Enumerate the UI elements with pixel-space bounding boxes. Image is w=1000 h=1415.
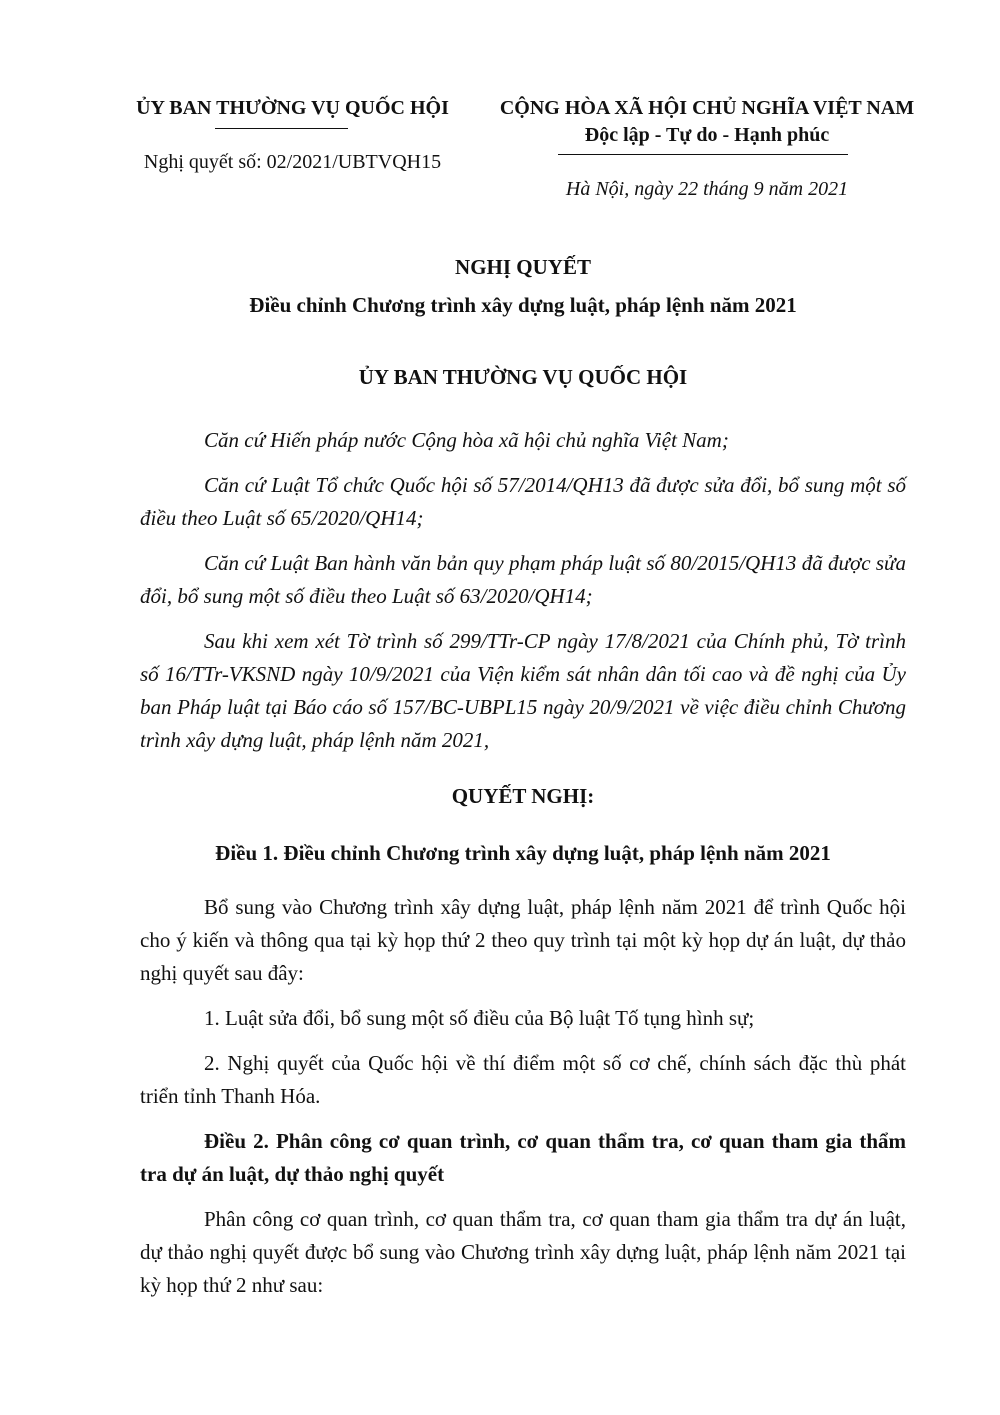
motto-underline xyxy=(558,154,848,155)
place-and-date: Hà Nội, ngày 22 tháng 9 năm 2021 xyxy=(565,178,849,200)
legal-bases xyxy=(140,424,906,757)
article-1-body xyxy=(140,891,906,1302)
legal-basis-item: Sau khi xem xét Tờ trình số 299/TTr-CP ngày 17/8/2021 của Chính phủ, Tờ trình số 16/TTr-VKSND ngày 10/9/2021 của Viện kiểm sát nhân dân tối cao và đề nghị của Ủy ban Pháp luật tại Báo cáo số 157/BC-UBPL15 ngày 20/9/2021 về việc điều chỉnh Chương trình xây dựng luật, pháp lệnh năm 2021, xyxy=(140,629,906,752)
issuing-agency: ỦY BAN THƯỜNG VỤ QUỐC HỘI xyxy=(136,97,449,119)
document-subject: Điều chỉnh Chương trình xây dựng luật, pháp lệnh năm 2021 xyxy=(249,293,797,317)
legal-basis-item: Căn cứ Hiến pháp nước Cộng hòa xã hội chủ nghĩa Việt Nam; xyxy=(204,428,729,452)
national-title: CỘNG HÒA XÃ HỘI CHỦ NGHĨA VIỆT NAM xyxy=(499,97,915,119)
document-type: NGHỊ QUYẾT xyxy=(455,255,591,279)
article-2-intro: Phân công cơ quan trình, cơ quan thẩm tra, cơ quan tham gia thẩm tra dự án luật, dự thảo nghị quyết được bổ sung vào Chương trình xây dựng luật, pháp lệnh năm 2021 tại kỳ họp thứ 2 như sau: xyxy=(140,1207,906,1297)
legal-basis-item: Căn cứ Luật Tổ chức Quốc hội số 57/2014/QH13 đã được sửa đổi, bổ sung một số điều theo Luật số 65/2020/QH14; xyxy=(140,473,906,530)
article-1-item: 1. Luật sửa đổi, bổ sung một số điều của Bộ luật Tố tụng hình sự; xyxy=(204,1006,755,1030)
article-2-heading: Điều 2. Phân công cơ quan trình, cơ quan thẩm tra, cơ quan tham gia thẩm tra dự án luật, dự thảo nghị quyết xyxy=(140,1129,906,1186)
article-1-item: 2. Nghị quyết của Quốc hội về thí điểm một số cơ chế, chính sách đặc thù phát triển tỉnh Thanh Hóa. xyxy=(140,1051,906,1108)
decision-heading: QUYẾT NGHỊ: xyxy=(451,784,595,808)
national-motto: Độc lập - Tự do - Hạnh phúc xyxy=(584,124,830,146)
article-1-heading: Điều 1. Điều chỉnh Chương trình xây dựng luật, pháp lệnh năm 2021 xyxy=(215,841,831,865)
article-1-intro: Bổ sung vào Chương trình xây dựng luật, pháp lệnh năm 2021 để trình Quốc hội cho ý kiến và thông qua tại kỳ họp thứ 2 theo quy trình tại một kỳ họp dự án luật, dự thảo nghị quyết sau đây: xyxy=(140,895,906,985)
document-number: Nghị quyết số: 02/2021/UBTVQH15 xyxy=(143,151,442,173)
agency-underline xyxy=(215,128,348,129)
legal-basis-item: Căn cứ Luật Ban hành văn bản quy phạm pháp luật số 80/2015/QH13 đã được sửa đổi, bổ sung một số điều theo Luật số 63/2020/QH14; xyxy=(140,551,906,608)
issuer-heading: ỦY BAN THƯỜNG VỤ QUỐC HỘI xyxy=(358,365,688,389)
